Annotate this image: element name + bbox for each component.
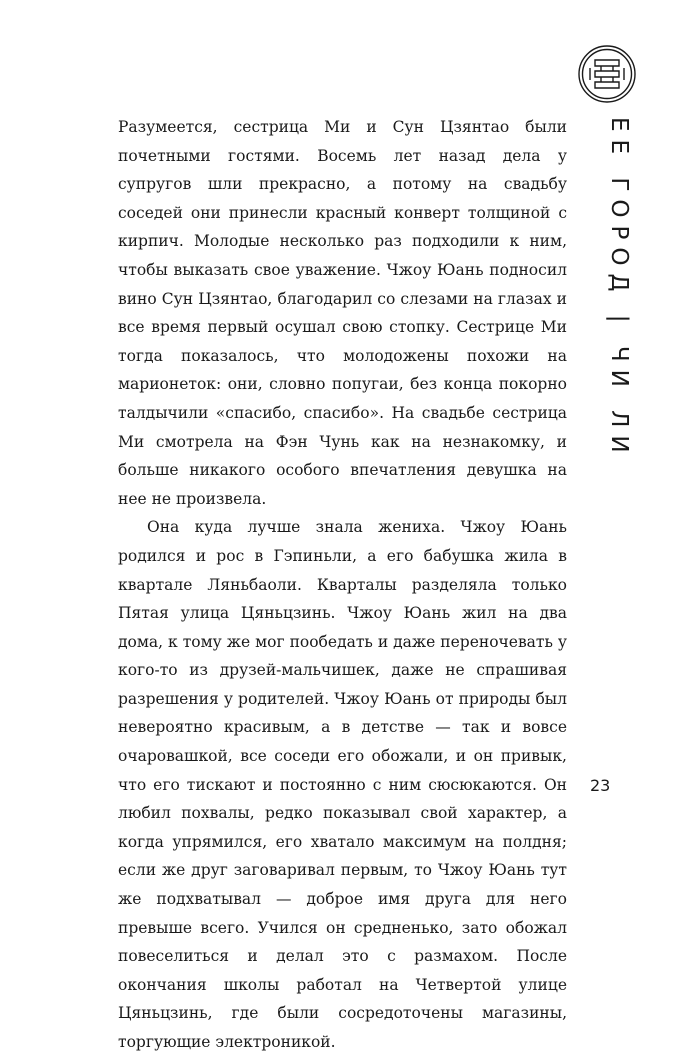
paragraph: Разумеется, сестрица Ми и Сун Цзянтао были почетными гостями. Восемь лет назад дела у супругов шли прекрасно, а потому на свадьбу соседей они принесли красный конверт толщиной с кирпич. Молодые несколько раз подходили к ним, чтобы выказать свое уважение. Чжоу Юань подносил вино Сун Цзянтао, благодарил со слезами на глазах и все время первый осушал свою стопку. Сестрице Ми тогда показалось, что молодожены похожи на марионеток: они, словно попугаи, без конца покорно талдычили «спасибо, спасибо». На свадьбе сестрица Ми смотрела на Фэн Чунь как на незнакомку, и больше никакого особого впечатления девушка на нее не произвела. xyxy=(118,118,567,508)
running-title: ЕЕ ГОРОД | ЧИ ЛИ xyxy=(606,117,632,461)
paragraph: Она куда лучше знала жениха. Чжоу Юань родился и рос в Гэпиньли, а его бабушка жила в квартале Ляньбаоли. Кварталы разделяла только Пятая улица Цяньцзинь. Чжоу Юань жил на два дома, к тому же мог пообедать и даже переночевать у кого-то из друзей-мальчишек, даже не спрашивая разрешения у родителей. Чжоу Юань от природы был невероятно красивым, а в детстве — так и вовсе очаровашкой, все соседи его обожали, и он привык, что его тискают и постоянно с ним сюсюкаются. Он любил похвалы, редко показывал свой характер, а когда упрямился, его хватало максимум на полдня; если же друг заговаривал первым, то Чжоу Юань тут же подхватывал — доброе имя друга для него превыше всего. Учился он средненько, зато обожал повеселиться и делал это с размахом. После окончания школы работал на Четвертой улице Цяньцзинь, где были сосредоточены магазины, торгующие электроникой. xyxy=(118,518,567,1051)
page-number: 23 xyxy=(590,776,611,795)
body-text xyxy=(118,113,567,1057)
chinese-knot-ornament-icon xyxy=(577,44,637,104)
